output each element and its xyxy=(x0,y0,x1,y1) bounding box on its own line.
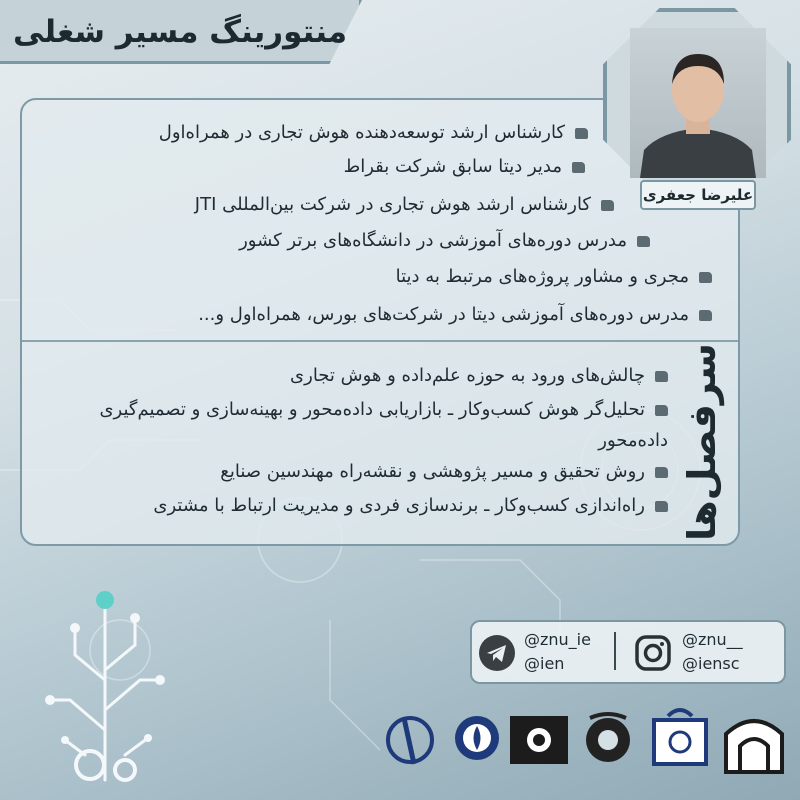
topic-item: چالش‌های ورود به حوزه علم‌داده و هوش تجاری xyxy=(108,360,668,391)
instagram-icon[interactable] xyxy=(634,634,672,672)
topic-item: راه‌اندازی کسب‌وکار ـ برندسازی فردی و مدیریت ارتباط با مشتری xyxy=(28,490,668,521)
bullet-icon xyxy=(575,128,588,139)
profile-photo xyxy=(630,28,766,178)
partner-logo-5 xyxy=(648,706,712,770)
bullet-icon xyxy=(572,162,585,173)
bio-item: مدرس دوره‌های آموزشی دیتا در شرکت‌های بورس، همراه‌اول و... xyxy=(198,300,712,330)
bio-item: مدیر دیتا سابق شرکت بقراط xyxy=(344,152,585,182)
bullet-icon xyxy=(637,236,650,247)
partner-logo-1 xyxy=(384,710,440,774)
instagram-handle[interactable]: @znu__ xyxy=(682,630,743,649)
page-title: منتورینگ مسیر شغلی xyxy=(12,14,348,50)
bio-item: کارشناس ارشد هوش تجاری در شرکت بین‌المللی JTI xyxy=(195,190,614,220)
bullet-icon xyxy=(655,405,668,416)
telegram-handle[interactable]: @ien xyxy=(524,654,565,673)
bullet-icon xyxy=(655,501,668,512)
telegram-handle[interactable]: @znu_ie xyxy=(524,630,591,649)
partner-logo-3 xyxy=(508,712,570,768)
bio-item: مدرس دوره‌های آموزشی در دانشگاه‌های برتر کشور xyxy=(239,226,650,256)
topic-item: روش تحقیق و مسیر پژوهشی و نقشه‌راه مهندسین صنایع xyxy=(68,456,668,487)
bullet-icon xyxy=(699,272,712,283)
social-separator xyxy=(614,632,616,670)
partner-logo-2 xyxy=(452,708,502,772)
circuit-tree-icon xyxy=(30,580,180,790)
bio-item: مجری و مشاور پروژه‌های مرتبط به دیتا xyxy=(396,262,712,292)
bullet-icon xyxy=(655,371,668,382)
bullet-icon xyxy=(655,467,668,478)
profile-name: علیرضا جعفری xyxy=(640,180,756,210)
bullet-icon xyxy=(601,200,614,211)
telegram-icon[interactable] xyxy=(478,634,516,672)
section-divider xyxy=(22,340,738,342)
topic-item: تحلیل‌گر هوش کسب‌وکار ـ بازاریابی داده‌محور و بهینه‌سازی و تصمیم‌گیری داده‌محور xyxy=(99,399,668,451)
instagram-handle[interactable]: @iensc xyxy=(682,654,740,673)
partner-logo-4 xyxy=(578,706,638,770)
person-icon xyxy=(630,28,766,178)
bullet-icon xyxy=(699,310,712,321)
bio-item: کارشناس ارشد توسعه‌دهنده هوش تجاری در همراه‌اول xyxy=(159,118,588,148)
topics-heading: سرفصل‌ها xyxy=(680,343,724,541)
partner-logo-6 xyxy=(722,706,786,774)
